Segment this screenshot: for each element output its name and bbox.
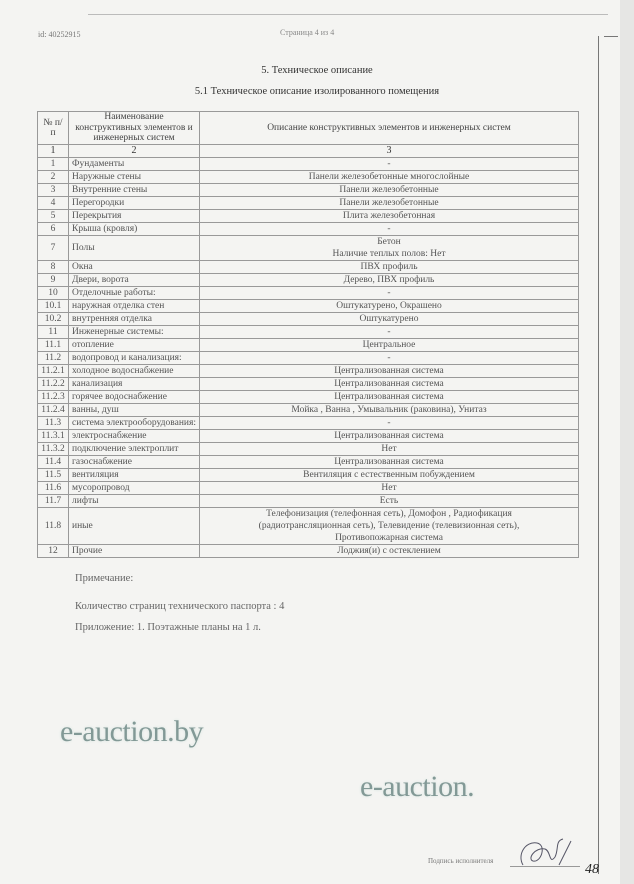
row-number: 7	[38, 236, 69, 261]
description-line: Нет	[381, 444, 397, 454]
row-description	[200, 404, 579, 417]
row-description	[200, 508, 579, 545]
row-name: Инженерные системы:	[69, 326, 200, 339]
description-line: Нет	[381, 483, 397, 493]
row-number: 11.6	[38, 482, 69, 495]
row-description	[200, 352, 579, 365]
row-number: 11.2.1	[38, 365, 69, 378]
scan-edge	[620, 0, 634, 884]
row-description	[200, 378, 579, 391]
row-description	[200, 313, 579, 326]
row-number: 10.1	[38, 300, 69, 313]
row-description	[200, 339, 579, 352]
row-description	[200, 158, 579, 171]
row-description	[200, 210, 579, 223]
table-row	[38, 495, 579, 508]
table-row	[38, 430, 579, 443]
table-row	[38, 274, 579, 287]
description-line: Централизованная система	[334, 366, 444, 376]
description-line: Панели железобетонные	[339, 198, 439, 208]
technical-description-table	[37, 111, 579, 558]
row-number: 11.3.1	[38, 430, 69, 443]
row-name: наружная отделка стен	[69, 300, 200, 313]
row-number: 6	[38, 223, 69, 236]
row-description	[200, 456, 579, 469]
row-number: 11.3.2	[38, 443, 69, 456]
row-description	[200, 545, 579, 558]
table-row	[38, 326, 579, 339]
row-description	[200, 197, 579, 210]
row-name: лифты	[69, 495, 200, 508]
row-name: Двери, ворота	[69, 274, 200, 287]
column-number: 1	[38, 145, 69, 158]
row-name: система электрооборудования:	[69, 417, 200, 430]
signature-image	[515, 835, 575, 871]
row-number: 9	[38, 274, 69, 287]
column-header-description: Описание конструктивных элементов и инженерных систем	[200, 112, 579, 145]
description-line: Оштукатурено, Окрашено	[336, 301, 442, 311]
table-row	[38, 313, 579, 326]
sheet-number: 48	[585, 862, 599, 877]
row-number: 1	[38, 158, 69, 171]
description-line: (радиотрансляционная сеть), Телевидение (телевизионная сеть),	[258, 521, 520, 531]
row-name: Прочие	[69, 545, 200, 558]
document-id: id: 40252915	[38, 30, 81, 39]
description-line: Централизованная система	[334, 392, 444, 402]
row-name: ванны, душ	[69, 404, 200, 417]
row-description	[200, 300, 579, 313]
table-row	[38, 417, 579, 430]
row-description	[200, 274, 579, 287]
row-number: 11.2.4	[38, 404, 69, 417]
row-name: Внутренние стены	[69, 184, 200, 197]
table-row	[38, 300, 579, 313]
row-name: канализация	[69, 378, 200, 391]
table-row	[38, 352, 579, 365]
table-row	[38, 210, 579, 223]
table-row	[38, 365, 579, 378]
frame-corner	[604, 36, 618, 37]
signature-label: Подпись исполнителя	[428, 857, 494, 865]
row-number: 11.2	[38, 352, 69, 365]
row-name: Перекрытия	[69, 210, 200, 223]
description-line: Панели железобетонные многослойные	[308, 172, 470, 182]
row-description	[200, 171, 579, 184]
row-number: 4	[38, 197, 69, 210]
row-number: 3	[38, 184, 69, 197]
description-line: -	[387, 353, 391, 363]
row-name: Полы	[69, 236, 200, 261]
row-number: 12	[38, 545, 69, 558]
row-description	[200, 365, 579, 378]
row-description	[200, 495, 579, 508]
row-number: 11.8	[38, 508, 69, 545]
row-number: 8	[38, 261, 69, 274]
row-name: газоснабжение	[69, 456, 200, 469]
row-name: отопление	[69, 339, 200, 352]
description-line: Есть	[379, 496, 399, 506]
row-description	[200, 223, 579, 236]
row-description	[200, 417, 579, 430]
row-description	[200, 326, 579, 339]
row-number: 11.2.3	[38, 391, 69, 404]
note-appendix: Приложение: 1. Поэтажные планы на 1 л.	[75, 622, 261, 633]
table-row	[38, 184, 579, 197]
description-line: -	[387, 418, 391, 428]
description-line: Телефонизация (телефонная сеть), Домофон , Радиофикация	[266, 509, 512, 519]
row-description	[200, 184, 579, 197]
row-number: 11.4	[38, 456, 69, 469]
row-description	[200, 391, 579, 404]
row-name: мусоропровод	[69, 482, 200, 495]
description-line: Наличие теплых полов: Нет	[332, 249, 446, 259]
top-border	[88, 14, 608, 15]
description-line: Бетон	[377, 237, 401, 247]
table-row	[38, 378, 579, 391]
row-number: 10	[38, 287, 69, 300]
table-row	[38, 223, 579, 236]
description-line: Централизованная система	[334, 379, 444, 389]
table-row	[38, 456, 579, 469]
frame-border	[598, 36, 599, 874]
column-header-name: Наименование конструктивных элементов и инженерных систем	[69, 112, 200, 145]
note-remark: Примечание:	[75, 573, 134, 584]
row-description	[200, 287, 579, 300]
watermark: e-auction.by	[60, 715, 204, 748]
row-number: 11.2.2	[38, 378, 69, 391]
row-number: 2	[38, 171, 69, 184]
row-number: 10.2	[38, 313, 69, 326]
row-name: подключение электроплит	[69, 443, 200, 456]
description-line: Вентиляция с естественным побуждением	[303, 470, 475, 480]
row-name: холодное водоснабжение	[69, 365, 200, 378]
table-row	[38, 391, 579, 404]
row-description	[200, 236, 579, 261]
column-header-number: № п/п	[38, 112, 69, 145]
row-name: водопровод и канализация:	[69, 352, 200, 365]
row-name: электроснабжение	[69, 430, 200, 443]
description-line: -	[387, 288, 391, 298]
row-name: Наружные стены	[69, 171, 200, 184]
table-row	[38, 236, 579, 261]
table-row	[38, 339, 579, 352]
description-line: Мойка , Ванна , Умывальник (раковина), Унитаз	[291, 405, 487, 415]
column-number: 2	[69, 145, 200, 158]
description-line: Дерево, ПВХ профиль	[343, 275, 435, 285]
watermark: e-auction.	[360, 770, 475, 803]
table-row	[38, 197, 579, 210]
description-line: Оштукатурено	[359, 314, 419, 324]
table-row	[38, 261, 579, 274]
description-line: Панели железобетонные	[339, 185, 439, 195]
column-number-row	[38, 145, 579, 158]
document-body	[37, 111, 579, 634]
row-name: внутренняя отделка	[69, 313, 200, 326]
description-line: Централизованная система	[334, 431, 444, 441]
row-name: Крыша (кровля)	[69, 223, 200, 236]
table-row	[38, 158, 579, 171]
row-description	[200, 469, 579, 482]
description-line: Централизованная система	[334, 457, 444, 467]
row-description	[200, 443, 579, 456]
table-row	[38, 404, 579, 417]
row-description	[200, 261, 579, 274]
row-description	[200, 430, 579, 443]
note-pages-count: Количество страниц технического паспорта : 4	[75, 601, 285, 612]
row-number: 11.7	[38, 495, 69, 508]
description-line: -	[387, 224, 391, 234]
column-number: 3	[200, 145, 579, 158]
table-row	[38, 469, 579, 482]
table-row	[38, 545, 579, 558]
description-line: Плита железобетонная	[342, 211, 436, 221]
row-number: 11.3	[38, 417, 69, 430]
table-row	[38, 508, 579, 545]
row-description	[200, 482, 579, 495]
description-line: Центральное	[362, 340, 416, 350]
row-name: иные	[69, 508, 200, 545]
row-name: вентиляция	[69, 469, 200, 482]
table-row	[38, 482, 579, 495]
section-title: 5. Техническое описание	[261, 65, 373, 76]
description-line: Противопожарная система	[335, 533, 443, 543]
subsection-title: 5.1 Техническое описание изолированного помещения	[194, 86, 440, 97]
table-row	[38, 443, 579, 456]
row-number: 11.1	[38, 339, 69, 352]
description-line: Лоджия(и) с остеклением	[337, 546, 441, 556]
table-row	[38, 171, 579, 184]
row-name: Фундаменты	[69, 158, 200, 171]
table-row	[38, 287, 579, 300]
row-name: горячее водоснабжение	[69, 391, 200, 404]
description-line: ПВХ профиль	[360, 262, 418, 272]
description-line: -	[387, 159, 391, 169]
row-name: Отделочные работы:	[69, 287, 200, 300]
row-number: 5	[38, 210, 69, 223]
row-name: Перегородки	[69, 197, 200, 210]
row-number: 11.5	[38, 469, 69, 482]
description-line: -	[387, 327, 391, 337]
page-number: Страница 4 из 4	[280, 28, 335, 37]
row-number: 11	[38, 326, 69, 339]
row-name: Окна	[69, 261, 200, 274]
